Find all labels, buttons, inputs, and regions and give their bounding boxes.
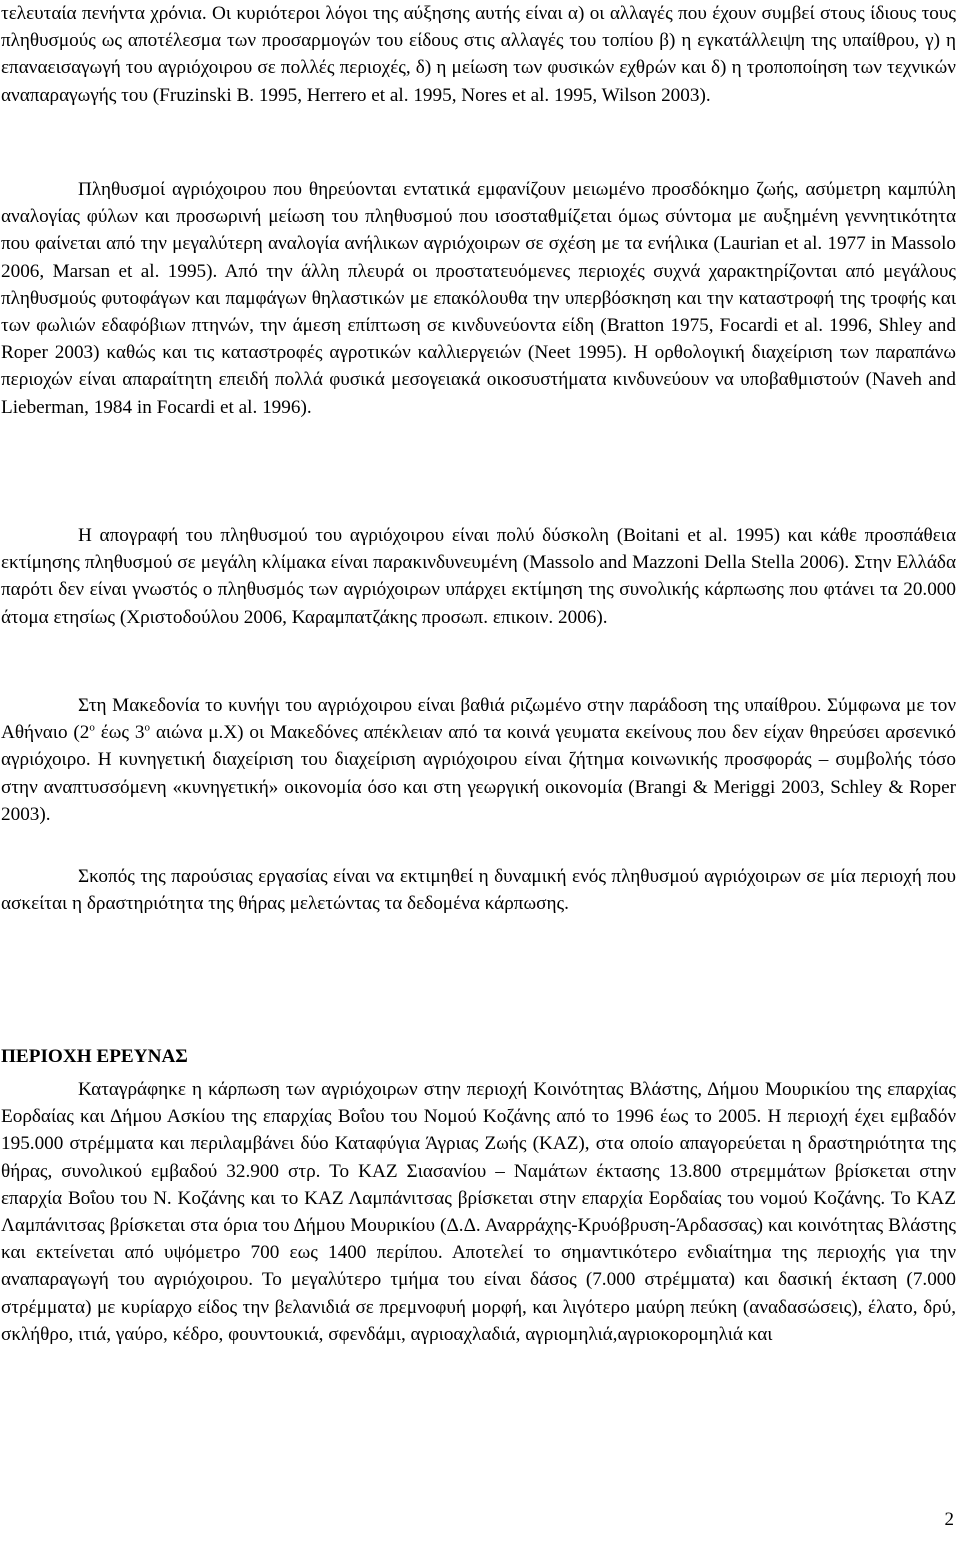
paragraph-2: Πληθυσμοί αγριόχοιρου που θηρεύονται εντατικά εμφανίζουν μειωμένο προσδόκημο ζωής, ασύμετρη καμπύλη αναλογίας φύλων και προσωρινή μείωση του πληθυσμού που ισοσταθμίζεται όμως σύντομα με αυξημένη γεννητικότητα που φαίνεται από την μεγαλύτερη αναλογία ανήλικων αγριόχοιρων σε σχέση με τα ενήλικα (Laurian et al. 1977 in Massolo 2006, Marsan et al. 1995). Από την άλλη πλευρά οι προστατευόμενες περιοχές συχνά χαρακτηρίζονται από μεγάλους πληθυσμούς φυτοφάγων και παμφάγων θηλαστικών με επακόλουθα την υπερβόσκηση και την καταστροφή της τροφής και των φωλιών εδαφόβιων πτηνών, την άμεση επίπτωση σε κινδυνεύοντα είδη (Bratton 1975, Focardi et al. 1996, Shley and Roper 2003) καθώς και τις καταστροφές αγροτικών καλλιεργειών (Neet 1995). Η ορθολογική διαχείριση των παραπάνω περιοχών είναι απαραίτητη επειδή πολλά φυσικά μεσογειακά οικοσυστήματα κινδυνεύουν να υποβαθμιστούν (Naveh and Lieberman, 1984 in Focardi et al. 1996). [1,179,956,418]
paragraph-4-text-b: έως 3 [94,722,145,744]
section-paragraph: Καταγράφηκε η κάρπωση των αγριόχοιρων στην περιοχή Κοινότητας Βλάστης, Δήμου Μουρικίου της επαρχίας Εορδαίας και Δήμου Ασκίου της επαρχίας Βοΐου του Νομού Κοζάνης από το 1996 έως το 2005. Η περιοχή έχει εμβαδόν 195.000 στρέμματα και περιλαμβάνει δύο Καταφύγια Άγριας Ζωής (ΚΑΖ), στα οποίο απαγορεύεται η δραστηριότητα της θήρας, συνολικού εμβαδού 32.900 στρ. Το ΚΑΖ Σιασανίου – Ναμάτων έκτασης 13.800 στρεμμάτων βρίσκεται στην επαρχία Βοΐου του Ν. Κοζάνης και το ΚΑΖ Λαμπάνιτσας βρίσκεται στην επαρχία Εορδαίας του νομού Κοζάνης. Το ΚΑΖ Λαμπάνιτσας βρίσκεται στα όρια του Δήμου Μουρικίου (Δ.Δ. Αναρράχης-Κρυόβρυση-Άρδασσας) και κοινότητας Βλάστης και εκτείνεται από υψόμετρο 700 εως 1400 περίπου. Αποτελεί το σημαντικότερο ενδιαίτημα της περιοχής για την αναπαραγωγή του αγριόχοιρου. Το μεγαλύτερο τμήμα του είναι δάσος (7.000 στρέμματα) και δασική έκταση (7.000 στρέμματα) με κυρίαρχο είδος την βελανιδιά σε πρεμνοφυή μορφή, και λιγότερο μαύρη πεύκη (αναδασώσεις), έλατο, δρύ, σκλήθρο, ιτιά, γαύρο, κέδρο, φουντουκιά, σφενδάμι, αγριοαχλαδιά, αγριομηλιά,αγριοκορομηλιά και [1,1079,956,1345]
paragraph-4 [1,692,956,828]
ordinal-superscript: ο [144,721,150,734]
section-heading: ΠΕΡΙΟΧΗ ΕΡΕΥΝΑΣ [1,1046,188,1067]
paragraph-1: τελευταία πενήντα χρόνια. Οι κυριότεροι λόγοι της αύξησης αυτής είναι α) οι αλλαγές που έχουν συμβεί στους ίδιους τους πληθυσμούς ως αποτέλεσμα των προσαρμογών του είδους στις αλλαγές του τοπίου β) η εγκατάλλειψη της υπαίθρου, γ) η επαναεισαγωγή του αγριόχοιρου σε πολλές περιοχές, δ) η μείωση των φυσικών εχθρών και δ) η τροποποίηση των τεχνικών αναπαραγωγής του (Fruzinski B. 1995, Herrero et al. 1995, Nores et al. 1995, Wilson 2003). [1,3,956,106]
ordinal-superscript: ο [89,721,95,734]
paragraph-3: Η απογραφή του πληθυσμού του αγριόχοιρου είναι πολύ δύσκολη (Boitani et al. 1995) και κάθε προσπάθεια εκτίμησης πληθυσμού σε μεγάλη κλίμακα είναι παρακινδυνευμένη (Massolo and Mazzoni Della Stella 2006). Στην Ελλάδα παρότι δεν είναι γνωστός ο πληθυσμός των αγριόχοιρων υπάρχει εκτίμηση της συνολικής κάρπωσης που φτάνει τα 20.000 άτομα ετησίως (Χριστοδούλου 2006, Καραμπατζάκης προσωπ. επικοιν. 2006). [1,525,956,628]
paragraph-4-text-a: Στη Μακεδονία το κυνήγι του αγριόχοιρου είναι βαθιά ριζωμένο στην παράδοση της υπαίθρου. Σύμφωνα με τον Αθήναιο (2 [1,695,956,744]
page-number: 2 [944,1509,954,1530]
paragraph-4-text-c: αιώνα μ.Χ) οι Μακεδόνες απέκλειαν από τα κοινά γευματα εκείνους που δεν είχαν θηρεύσει αρσενικό αγριόχοιρο. Η κυνηγετική διαχείριση του διαχείριση αγριόχοιρου είναι ζήτημα κοινωνικής προσφοράς – συμβολής τόσο στην αναπτυσσόμενη «κυνηγετική» οικονομία όσο και στη γεωργική οικονομία (Brangi & Meriggi 2003, Schley & Roper 2003). [1,722,956,825]
paragraph-5: Σκοπός της παρούσιας εργασίας είναι να εκτιμηθεί η δυναμική ενός πληθυσμού αγριόχοιρων σε μία περιοχή που ασκείται η δραστηριότητα της θήρας μελετώντας τα δεδομένα κάρπωσης. [1,866,956,915]
